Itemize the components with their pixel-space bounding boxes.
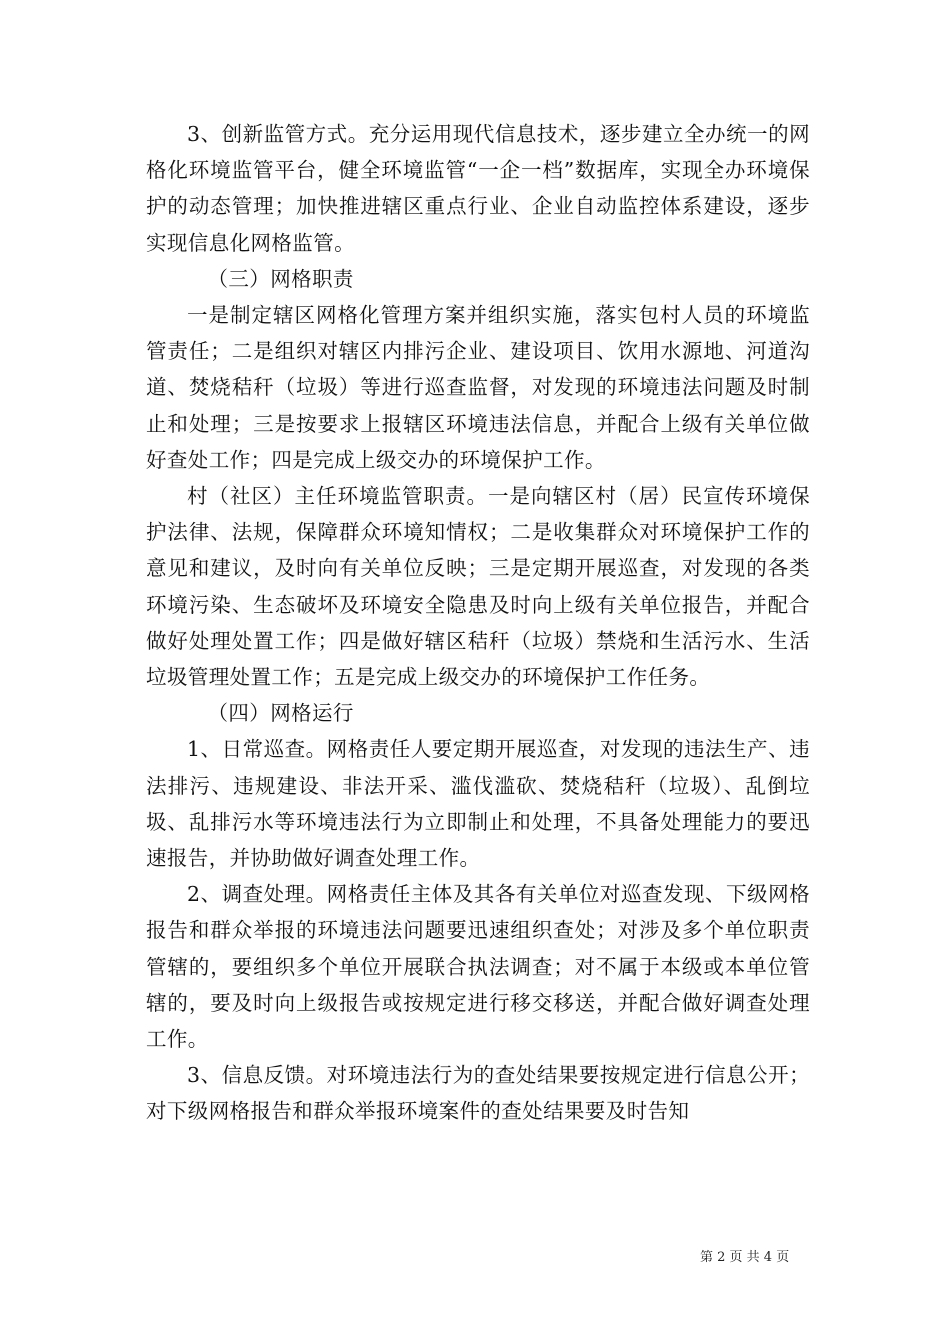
section-heading-grid-operation: （四）网格运行	[207, 701, 354, 726]
document-body	[146, 116, 810, 1130]
paragraph-feedback: 3、信息反馈。对环境违法行为的查处结果要按规定进行信息公开；对下级网格报告和群众举报环境案件的查处结果要及时告知	[146, 1063, 810, 1124]
paragraph-office-duties: 一是制定辖区网格化管理方案并组织实施，落实包村人员的环境监管责任；二是组织对辖区内排污企业、建设项目、饮用水源地、河道沟道、焚烧秸秆（垃圾）等进行巡查监督，对发现的环境违法问题及时制止和处理；三是按要求上报辖区环境违法信息，并配合上级有关单位做好查处工作；四是完成上级交办的环境保护工作。	[146, 303, 810, 472]
paragraph-daily-patrol: 1、日常巡查。网格责任人要定期开展巡查，对发现的违法生产、违法排污、违规建设、非法开采、滥伐滥砍、焚烧秸秆（垃圾）、乱倒垃圾、乱排污水等环境违法行为立即制止和处理，不具备处理能力的要迅速报告，并协助做好调查处理工作。	[146, 737, 810, 871]
page-number-footer: 第 2 页 共 4 页	[700, 1250, 790, 1265]
paragraph-innovate-supervision: 3、创新监管方式。充分运用现代信息技术，逐步建立全办统一的网格化环境监管平台，健全环境监管“一企一档”数据库，实现全办环境保护的动态管理；加快推进辖区重点行业、企业自动监控体系建设，逐步实现信息化网格监管。	[146, 122, 810, 255]
paragraph-village-duties: 村（社区）主任环境监管职责。一是向辖区村（居）民宣传环境保护法律、法规，保障群众环境知情权；二是收集群众对环境保护工作的意见和建议，及时向有关单位反映；三是定期开展巡查，对发现的各类环境污染、生态破坏及环境安全隐患及时向上级有关单位报告，并配合做好处理处置工作；四是做好辖区秸秆（垃圾）禁烧和生活污水、生活垃圾管理处置工作；五是完成上级交办的环境保护工作任务。	[146, 484, 810, 690]
section-heading-grid-duties: （三）网格职责	[207, 266, 354, 291]
paragraph-investigation: 2、调查处理。网格责任主体及其各有关单位对巡查发现、下级网格报告和群众举报的环境违法问题要迅速组织查处；对涉及多个单位职责管辖的，要组织多个单位开展联合执法调查；对不属于本级或本单位管辖的，要及时向上级报告或按规定进行移交移送，并配合做好调查处理工作。	[146, 882, 810, 1052]
